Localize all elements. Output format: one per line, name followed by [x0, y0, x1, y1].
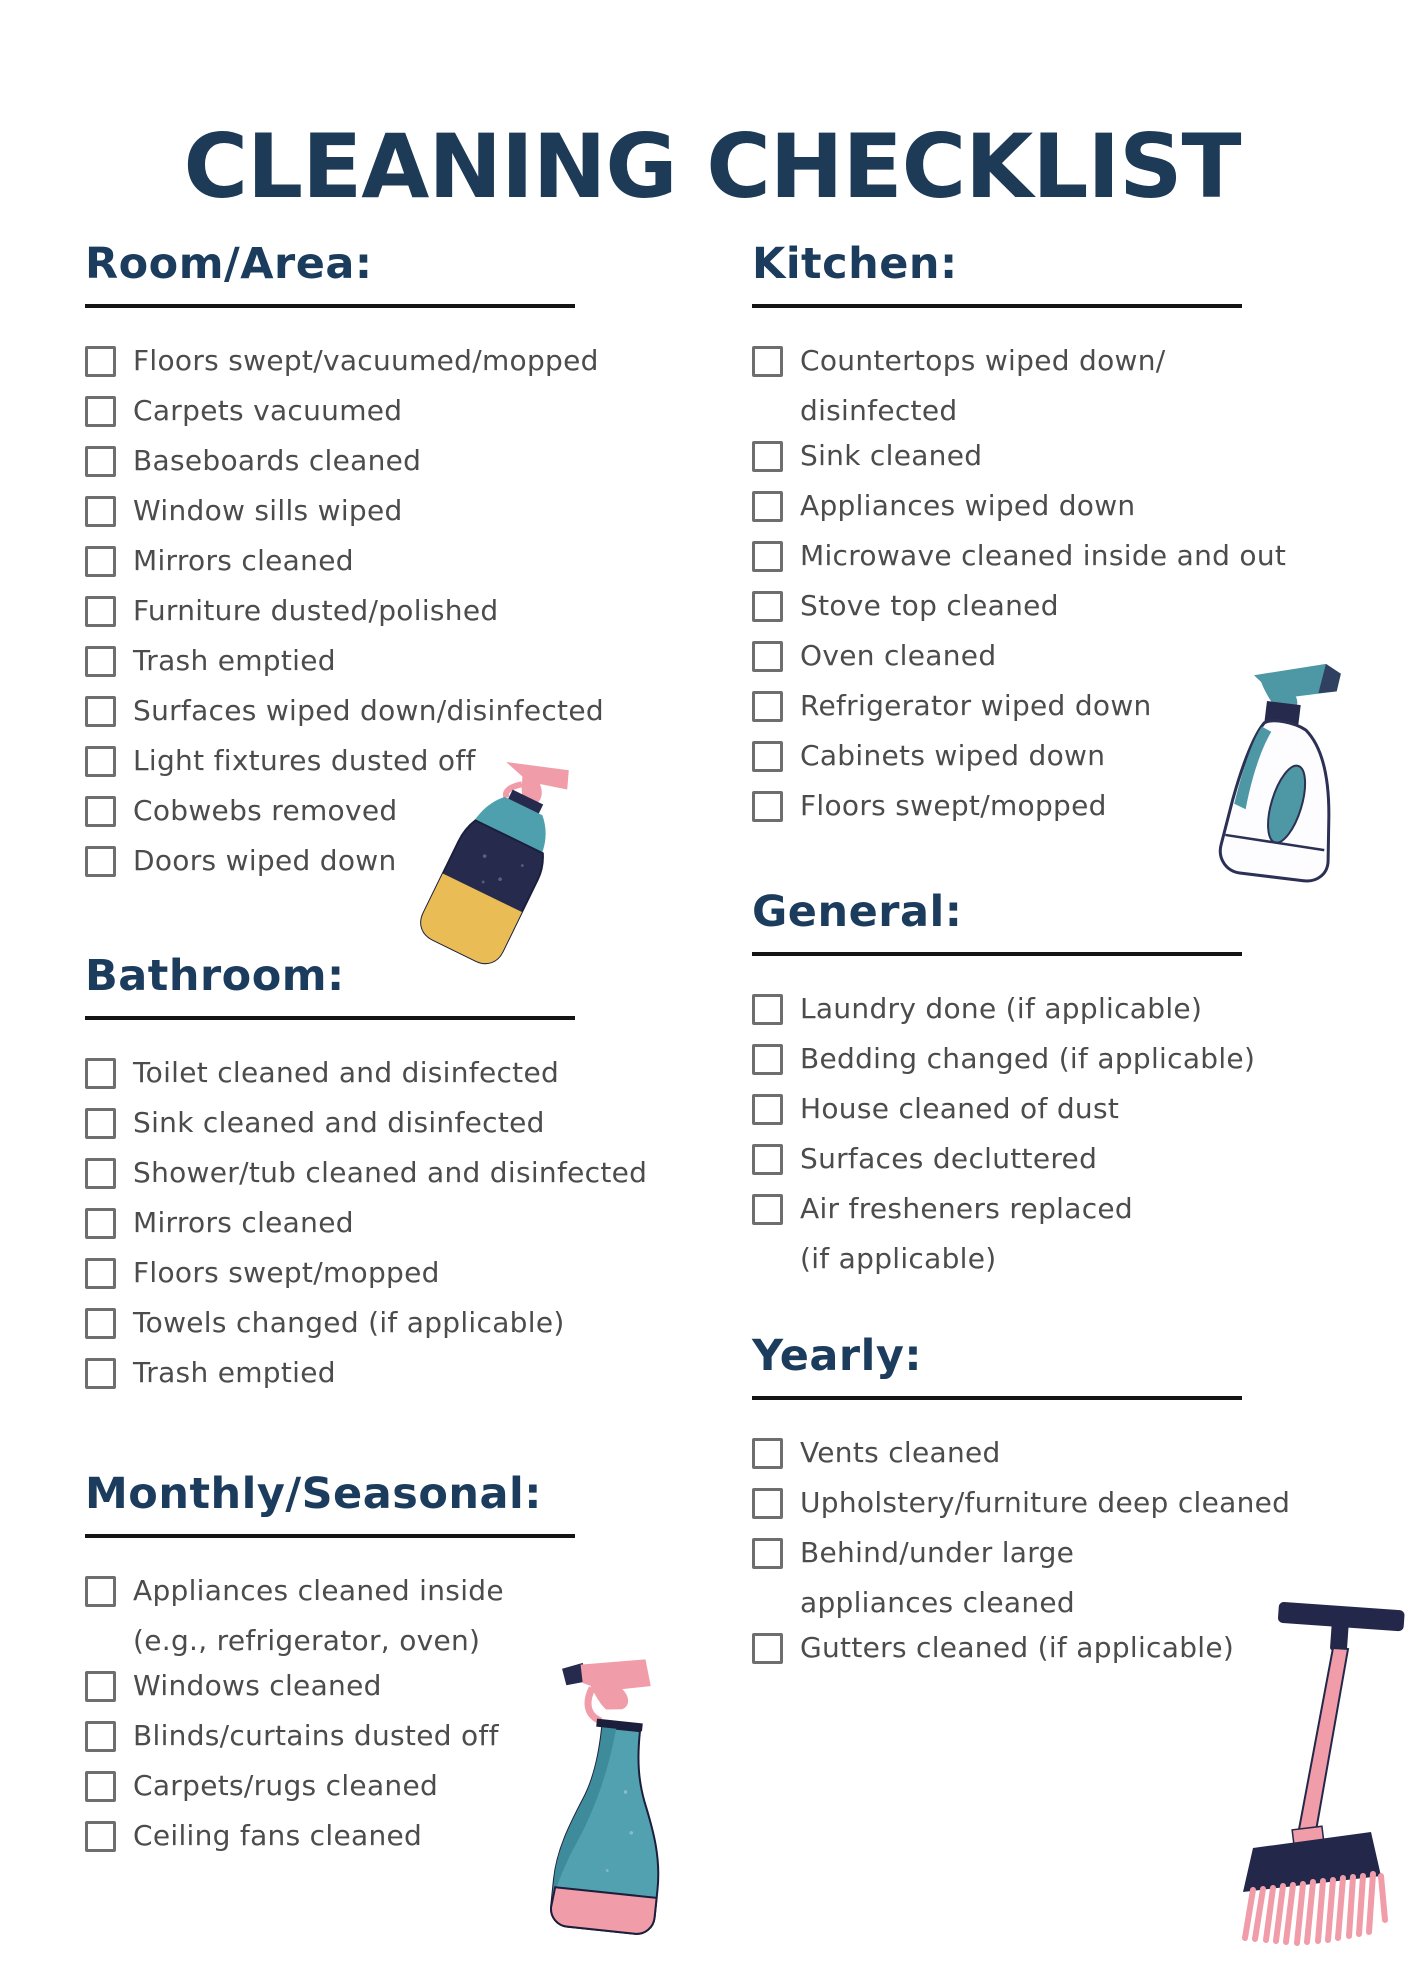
spray-bottle-teal-icon — [535, 1642, 715, 1952]
checkbox[interactable] — [85, 646, 116, 677]
item-label: Windows cleaned — [133, 1669, 382, 1702]
section-underline — [752, 1396, 1242, 1400]
item-label: Towels changed (if applicable) — [133, 1306, 565, 1339]
checklist-item — [85, 391, 575, 441]
checklist-item — [85, 1053, 575, 1103]
checklist-item — [752, 536, 1287, 586]
checklist-item — [85, 1303, 575, 1353]
item-label: Trash emptied — [133, 1356, 336, 1389]
checklist-item — [752, 989, 1242, 1039]
checklist-item — [752, 341, 1242, 436]
item-label: Floors swept/mopped — [133, 1256, 440, 1289]
section-bathroom — [85, 951, 648, 1403]
checkbox[interactable] — [752, 741, 783, 772]
item-label: Gutters cleaned (if applicable) — [800, 1631, 1235, 1664]
item-label: Sink cleaned — [800, 439, 983, 472]
section-underline — [85, 1534, 575, 1538]
checklist-item — [752, 1433, 1242, 1483]
checkbox[interactable] — [752, 691, 783, 722]
item-label: Microwave cleaned inside and out — [800, 539, 1287, 572]
broom-icon — [1175, 1590, 1424, 1960]
checkbox[interactable] — [752, 441, 783, 472]
checklist-monthly-seasonal — [85, 1571, 575, 1866]
item-label: Air fresheners replaced (if applicable) — [800, 1192, 1133, 1275]
checkbox[interactable] — [752, 1094, 783, 1125]
item-label: Floors swept/mopped — [800, 789, 1107, 822]
checklist-item — [752, 786, 1242, 836]
checkbox[interactable] — [752, 346, 783, 377]
checklist-item — [752, 1533, 1242, 1628]
item-label: Carpets vacuumed — [133, 394, 403, 427]
checklist-item — [85, 441, 575, 491]
checkbox[interactable] — [85, 746, 116, 777]
item-label: Blinds/curtains dusted off — [133, 1719, 499, 1752]
checkbox[interactable] — [85, 1721, 116, 1752]
checklist-item — [85, 1666, 575, 1716]
item-label: Ceiling fans cleaned — [133, 1819, 423, 1852]
checkbox[interactable] — [85, 1671, 116, 1702]
checklist-item — [752, 586, 1242, 636]
checkbox[interactable] — [85, 446, 116, 477]
item-label: Mirrors cleaned — [133, 1206, 354, 1239]
checkbox[interactable] — [85, 796, 116, 827]
item-label: Cobwebs removed — [133, 794, 398, 827]
checklist-yearly — [752, 1433, 1291, 1678]
checkbox[interactable] — [752, 491, 783, 522]
item-label: Upholstery/furniture deep cleaned — [800, 1486, 1291, 1519]
section-underline — [85, 304, 575, 308]
checklist-item — [752, 636, 1242, 686]
checkbox[interactable] — [85, 1358, 116, 1389]
item-label: Baseboards cleaned — [133, 444, 422, 477]
item-label: Furniture dusted/polished — [133, 594, 499, 627]
checklist-item — [85, 1353, 575, 1403]
checkbox[interactable] — [85, 496, 116, 527]
checklist-item — [85, 591, 575, 641]
checkbox[interactable] — [85, 596, 116, 627]
checkbox[interactable] — [752, 1438, 783, 1469]
checkbox[interactable] — [752, 591, 783, 622]
checklist-kitchen — [752, 341, 1287, 836]
item-label: Mirrors cleaned — [133, 544, 354, 577]
section-general — [752, 887, 1256, 1284]
checklist-item — [752, 1628, 1242, 1678]
checkbox[interactable] — [752, 1488, 783, 1519]
checkbox[interactable] — [752, 541, 783, 572]
checklist-item — [752, 1139, 1242, 1189]
checklist-item — [85, 1103, 575, 1153]
item-label: Carpets/rugs cleaned — [133, 1769, 439, 1802]
item-label: Surfaces wiped down/disinfected — [133, 694, 604, 727]
checklist-item — [752, 1483, 1291, 1533]
section-heading-yearly: Yearly: — [752, 1331, 923, 1381]
item-label: Light fixtures dusted off — [133, 744, 476, 777]
checkbox[interactable] — [85, 346, 116, 377]
checklist-item — [85, 1571, 575, 1666]
item-label: Stove top cleaned — [800, 589, 1059, 622]
checkbox[interactable] — [752, 1194, 783, 1225]
item-label: Window sills wiped — [133, 494, 403, 527]
section-heading-room-area: Room/Area: — [85, 239, 373, 289]
checklist-item — [85, 1716, 575, 1766]
checkbox[interactable] — [752, 1044, 783, 1075]
page-title: CLEANING CHECKLIST — [183, 114, 1241, 218]
item-label: Trash emptied — [133, 644, 336, 677]
checklist-item — [752, 1039, 1256, 1089]
item-label: Sink cleaned and disinfected — [133, 1106, 545, 1139]
checkbox[interactable] — [85, 1208, 116, 1239]
checkbox[interactable] — [752, 1538, 783, 1569]
section-heading-kitchen: Kitchen: — [752, 239, 958, 289]
item-label: House cleaned of dust — [800, 1092, 1120, 1125]
item-label: Refrigerator wiped down — [800, 689, 1152, 722]
section-underline — [85, 1016, 575, 1020]
item-label: Shower/tub cleaned and disinfected — [133, 1156, 648, 1189]
item-label: Bedding changed (if applicable) — [800, 1042, 1256, 1075]
checkbox[interactable] — [85, 696, 116, 727]
section-kitchen — [752, 239, 1287, 836]
section-underline — [752, 304, 1242, 308]
checklist-item — [752, 436, 1242, 486]
checkbox[interactable] — [85, 1771, 116, 1802]
checkbox[interactable] — [85, 1108, 116, 1139]
checklist-item — [85, 1766, 575, 1816]
checklist-item — [85, 541, 575, 591]
detergent-bottle-icon — [1212, 646, 1362, 908]
section-heading-general: General: — [752, 887, 963, 937]
item-label: Toilet cleaned and disinfected — [133, 1056, 560, 1089]
section-yearly — [752, 1331, 1291, 1678]
item-label: Appliances wiped down — [800, 489, 1136, 522]
checkbox[interactable] — [85, 1158, 116, 1189]
checklist-item — [752, 1089, 1242, 1139]
checklist-item — [752, 686, 1242, 736]
checkbox[interactable] — [85, 1821, 116, 1852]
item-label: Surfaces decluttered — [800, 1142, 1098, 1175]
checklist-item — [752, 1189, 1242, 1284]
checklist-general — [752, 989, 1256, 1284]
checklist-item — [85, 1816, 575, 1866]
item-label: Floors swept/vacuumed/mopped — [133, 344, 599, 377]
checkbox[interactable] — [752, 1633, 783, 1664]
checkbox[interactable] — [85, 1576, 116, 1607]
checkbox[interactable] — [85, 1308, 116, 1339]
item-label: Laundry done (if applicable) — [800, 992, 1203, 1025]
item-label: Vents cleaned — [800, 1436, 1001, 1469]
checkbox[interactable] — [752, 994, 783, 1025]
checklist-item — [85, 1253, 575, 1303]
section-monthly-seasonal — [85, 1470, 575, 1866]
checkbox[interactable] — [85, 546, 116, 577]
item-label: Countertops wiped down/ disinfected — [800, 344, 1166, 427]
checklist-item — [85, 1203, 575, 1253]
item-label: Behind/under large appliances cleaned — [800, 1536, 1075, 1619]
checklist-item — [85, 491, 575, 541]
checkbox[interactable] — [752, 641, 783, 672]
section-heading-bathroom: Bathroom: — [85, 951, 345, 1001]
checklist-item — [85, 1153, 648, 1203]
item-label: Oven cleaned — [800, 639, 997, 672]
spray-bottle-navy-yellow-icon — [420, 733, 590, 995]
item-label: Cabinets wiped down — [800, 739, 1106, 772]
item-label: Doors wiped down — [133, 844, 397, 877]
checklist-item — [752, 486, 1242, 536]
checkbox[interactable] — [85, 396, 116, 427]
item-label: Appliances cleaned inside (e.g., refrigerator, oven) — [133, 1574, 504, 1657]
checkbox[interactable] — [85, 1258, 116, 1289]
section-heading-monthly-seasonal: Monthly/Seasonal: — [85, 1469, 542, 1519]
checklist-item — [85, 641, 575, 691]
section-underline — [752, 952, 1242, 956]
checkbox[interactable] — [752, 791, 783, 822]
checkbox[interactable] — [85, 846, 116, 877]
checklist-bathroom — [85, 1053, 648, 1403]
checkbox[interactable] — [85, 1058, 116, 1089]
checklist-item — [85, 341, 599, 391]
checklist-item — [752, 736, 1242, 786]
checkbox[interactable] — [752, 1144, 783, 1175]
